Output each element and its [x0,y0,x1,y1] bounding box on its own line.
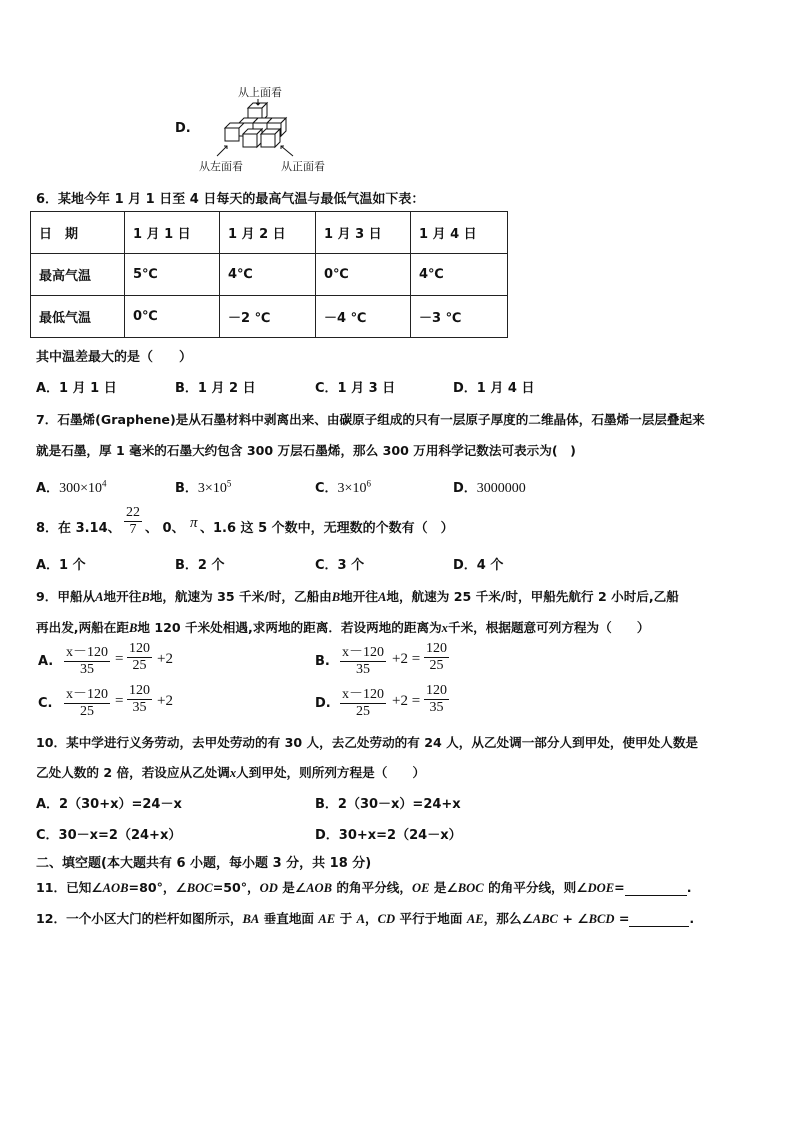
option-label: C． [315,481,338,496]
fraction-numerator: 120 [426,641,447,656]
fraction-denominator: 35 [340,661,386,678]
text-span: 是∠ [429,880,458,895]
table-cell: 1 月 2 日 [220,212,316,254]
option-label: D． [453,481,477,496]
q12-text [36,908,694,927]
text-span: 地，航速为 25 千米/时，甲船先航行 2 小时后,乙船 [386,589,679,604]
var-ae: AE [466,912,484,926]
var-oe: OE [412,881,430,895]
table-cell: 0℃ [125,296,220,338]
table-cell: 0℃ [316,254,411,296]
fraction-denominator: 25 [340,703,386,720]
table-cell: －3 ℃ [411,296,508,338]
option-exp: 4 [101,478,107,489]
option-label: B． [175,481,198,496]
text-span: + ∠ [557,911,589,926]
q9-line2 [36,617,649,636]
text-span: . [689,911,695,926]
fraction-denominator: 35 [424,699,449,716]
q8-pi: π [190,515,198,531]
var-ba: BA [242,912,260,926]
text-span: 9．甲船从 [36,589,96,604]
text-span: = [614,911,630,926]
q5-view-left-label: 从左面看 [199,160,243,173]
text-span: 人到甲处，则所列方程是（ ） [236,765,426,780]
table-cell: 1 月 1 日 [125,212,220,254]
fraction-numerator: 120 [129,641,150,656]
q10-line2 [36,762,425,781]
text-span: = [614,880,625,895]
q9-option-d-left-fraction [340,683,386,720]
var-ae: AE [318,912,336,926]
q7-option-c [315,477,371,497]
q6-question: 其中温差最大的是（ ） [36,350,193,365]
q5-cube-figure [215,96,305,160]
q9-option-c-label: C. [38,696,53,711]
text-span: =50°， [212,880,260,895]
text-span: 再出发,两船在距 [36,620,129,635]
var-abc: ABC [532,912,558,926]
q9-option-c-op1: = [115,693,124,709]
option-base: 3×10 [197,481,227,496]
table-cell: 最低气温 [31,296,125,338]
answer-blank[interactable] [625,880,687,896]
q10-option-b: B．2（30－x）=24+x [315,797,461,812]
text-span: 11．已知∠ [36,880,103,895]
fraction-numerator: x－120 [66,645,108,660]
text-span: 垂直地面 [259,911,319,926]
var-a: A [356,912,365,926]
q9-option-b-left-fraction [340,641,386,678]
text-span: =80°，∠ [128,880,187,895]
var-aob: AOB [306,881,333,895]
q10-option-a: A．2（30+x）=24－x [36,797,182,812]
q7-line2: 就是石墨，厚 1 毫米的石墨大约包含 300 万层石墨烯，那么 300 万用科学记数法可表示为( ) [36,443,576,458]
option-exp: 5 [226,478,232,489]
q9-option-a-op1: = [115,651,124,667]
text-span: 12．一个小区大门的栏杆如图所示， [36,911,243,926]
q8-option-c: C．3 个 [315,558,365,573]
var-x: x [441,621,448,635]
text-span: ， [365,911,378,926]
q9-option-c-left-fraction [64,683,110,720]
fraction-denominator: 25 [424,657,449,674]
table-cell: 4℃ [220,254,316,296]
option-value: 3000000 [476,481,526,496]
q8-option-b: B．2 个 [175,558,225,573]
q9-option-b-right-fraction [424,641,449,674]
text-span: 的角平分线，则∠ [483,880,588,895]
q6-option-d: D．1 月 4 日 [453,381,535,396]
q11-text [36,877,691,896]
q6-option-b: B．1 月 2 日 [175,381,256,396]
var-x: x [229,766,237,780]
q6-option-c: C．1 月 3 日 [315,381,396,396]
q8-option-a: A．1 个 [36,558,86,573]
var-boc: BOC [457,881,484,895]
q9-option-b-op1: +2 = [392,651,421,667]
fraction-numerator: 120 [129,683,150,698]
q9-option-b-label: B. [315,654,330,669]
option-exp: 6 [366,478,371,489]
q5-option-d-label: D. [175,121,191,136]
table-cell: 日 期 [31,212,125,254]
table-cell: 1 月 3 日 [316,212,411,254]
fraction-numerator: 22 [126,505,140,520]
fraction-denominator: 25 [64,703,110,720]
q9-option-a-left-fraction [64,641,110,678]
text-span: 平行于地面 [395,911,467,926]
fraction-numerator: x－120 [342,645,384,660]
table-cell: 5℃ [125,254,220,296]
var-aob: AOB [102,881,129,895]
q8-prefix: 8．在 3.14、 [36,521,121,536]
fraction-denominator: 25 [127,657,152,674]
text-span: 地 120 千米处相遇,求两地的距离．若设两地的距离为 [137,620,442,635]
q7-line1: 7．石墨烯(Graphene)是从石墨材料中剥离出来、由碳原子组成的只有一层原子厚度的二维晶体，石墨烯一层层叠起来 [36,412,705,427]
text-span: 乙处人数的 2 倍，若设应从乙处调 [36,765,230,780]
q10-option-c: C．30－x=2（24+x） [36,828,182,843]
q8-fraction [124,505,142,538]
var-a: A [95,590,104,604]
q5-view-top-label: 从上面看 [238,86,282,99]
fraction-numerator: x－120 [342,687,384,702]
q9-line1 [36,586,679,605]
fraction-denominator: 7 [124,521,142,538]
var-b: B [141,590,150,604]
q7-option-b [175,477,231,497]
text-span: 地开往 [340,589,378,604]
text-span: 地开往 [103,589,142,604]
fraction-numerator: 120 [426,683,447,698]
text-span: . [686,880,692,895]
answer-blank[interactable] [629,911,689,927]
q6-stem: 6．某地今年 1 月 1 日至 4 日每天的最高气温与最低气温如下表： [36,192,425,207]
text-span: 的角平分线， [332,880,412,895]
text-span: ，那么∠ [483,911,533,926]
table-row [31,254,508,296]
var-a: A [377,590,387,604]
section-2-title: 二、填空题(本大题共有 6 小题，每小题 3 分，共 18 分) [36,856,372,871]
q9-option-a-label: A. [38,654,54,669]
q5-view-front-label: 从正面看 [281,160,325,173]
text-span: 千米，根据题意可列方程为（ ） [447,620,650,635]
q7-option-a [36,477,106,497]
q10-line1: 10．某中学进行义务劳动，去甲处劳动的有 30 人，去乙处劳动的有 24 人，从乙处调一部分人到甲处，使甲处人数是 [36,735,699,750]
q8-option-d: D．4 个 [453,558,504,573]
var-b: B [128,621,138,635]
var-doe: DOE [587,881,615,895]
q8-tail: 、1.6 这 5 个数中，无理数的个数有（ ） [200,521,454,536]
table-cell: －2 ℃ [220,296,316,338]
q9-option-a-op2: +2 [157,651,173,667]
text-span: 地，航速为 35 千米/时，乙船由 [149,589,332,604]
fraction-denominator: 35 [64,661,110,678]
q9-option-c-right-fraction [127,683,152,716]
option-base: 300×10 [59,481,102,496]
var-od: OD [259,881,278,895]
q6-option-a: A．1 月 1 日 [36,381,117,396]
var-cd: CD [377,912,396,926]
q9-option-d-op1: +2 = [392,693,421,709]
var-boc: BOC [186,881,213,895]
table-cell: 4℃ [411,254,508,296]
q9-option-c-op2: +2 [157,693,173,709]
text-span: 于 [335,911,357,926]
fraction-numerator: x－120 [66,687,108,702]
table-row [31,296,508,338]
var-b: B [331,590,341,604]
option-base: 3×10 [337,481,367,496]
q9-option-d-label: D. [315,696,331,711]
table-row [31,212,508,254]
table-cell: 1 月 4 日 [411,212,508,254]
text-span: 是∠ [277,880,307,895]
table-cell: －4 ℃ [316,296,411,338]
q10-option-d: D．30+x=2（24－x） [315,828,462,843]
q9-option-d-right-fraction [424,683,449,716]
q8-suffix: 、 0、 [145,521,185,536]
var-bcd: BCD [588,912,615,926]
q6-temperature-table [30,211,508,338]
q7-option-d [453,477,526,497]
fraction-denominator: 35 [127,699,152,716]
q9-option-a-right-fraction [127,641,152,674]
option-label: A． [36,481,60,496]
table-cell: 最高气温 [31,254,125,296]
